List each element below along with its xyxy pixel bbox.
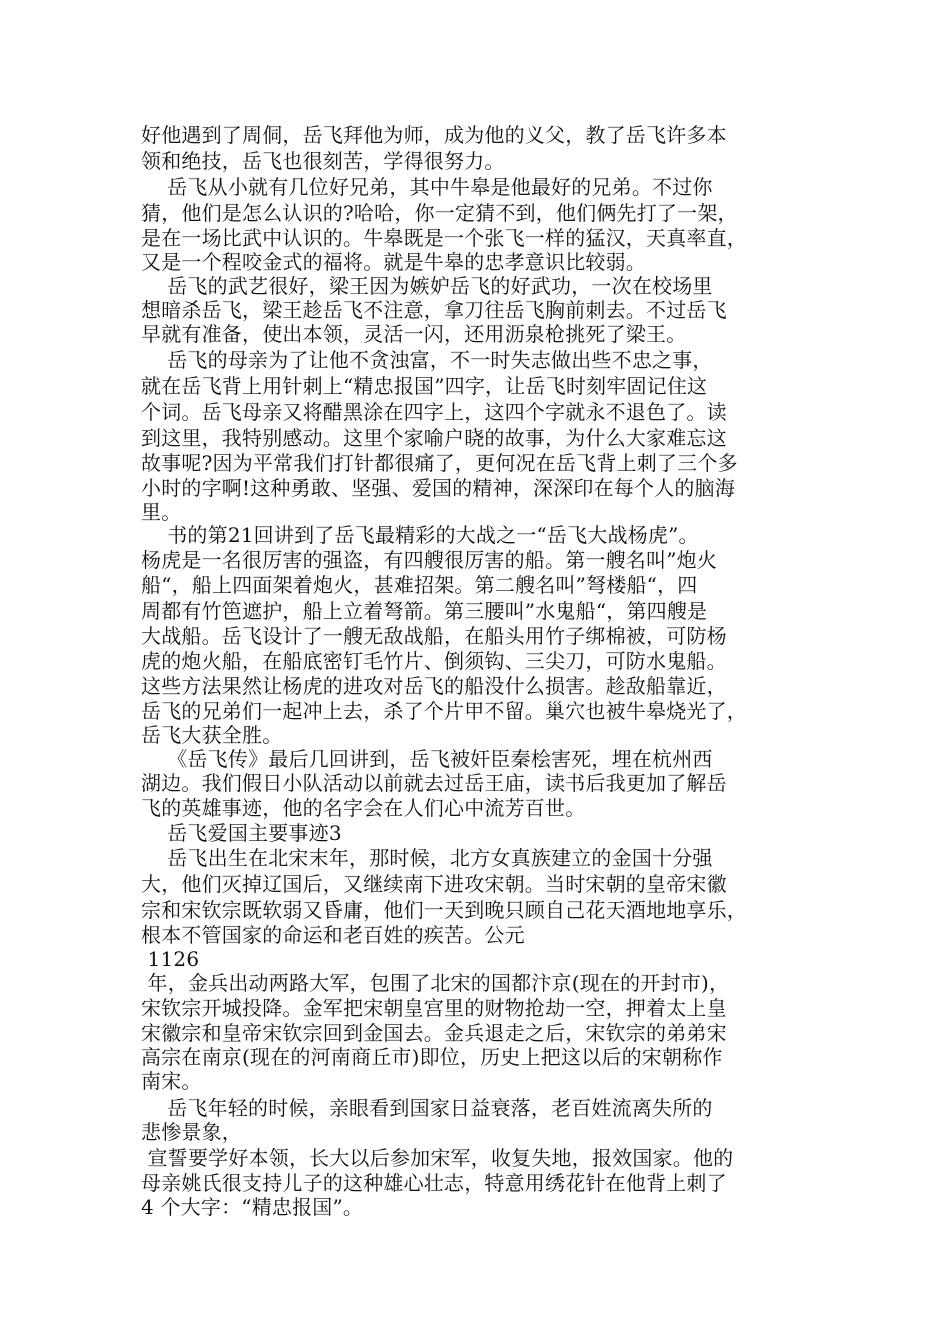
text-line: 岳飞从小就有几位好兄弟，其中牛皋是他最好的兄弟。不过你 bbox=[141, 175, 713, 199]
text-line: 里。 bbox=[141, 500, 182, 524]
text-line: 悲惨景象， bbox=[141, 1120, 242, 1144]
text-line: 领和绝技，岳飞也很刻苦，学得很努力。 bbox=[141, 149, 505, 173]
text-line: 4 个大字：“精忠报国”。 bbox=[141, 1195, 364, 1219]
text-line: 猜，他们是怎么认识的?哈哈，你一定猜不到，他们俩先打了一架， bbox=[141, 201, 738, 225]
text-line: 高宗在南京(现在的河南商丘市)即位，历史上把这以后的宋朝称作 bbox=[141, 1045, 723, 1069]
text-line: 湖边。我们假日小队活动以前就去过岳王庙，读书后我更加了解岳 bbox=[141, 771, 727, 795]
text-line: 1126 bbox=[141, 947, 200, 971]
text-line: 岳飞大获全胜。 bbox=[141, 723, 283, 747]
text-line: 岳飞的兄弟们一起冲上去，杀了个片甲不留。巢穴也被牛皋烧光了， bbox=[141, 699, 747, 723]
text-line: 故事呢?因为平常我们打针都很痛了，更何况在岳飞背上刺了三个多 bbox=[141, 451, 738, 475]
text-line: 《岳飞传》最后几回讲到，岳飞被奸臣秦桧害死，埋在杭州西 bbox=[141, 747, 713, 771]
text-line: 大战船。岳飞设计了一艘无敌战船，在船头用竹子绑棉被，可防杨 bbox=[141, 624, 727, 648]
text-line: 宣誓要学好本领，长大以后参加宋军，收复失地，报效国家。他的 bbox=[141, 1146, 734, 1170]
text-line: 宋徽宗和皇帝宋钦宗回到金国去。金兵退走之后，宋钦宗的弟弟宋 bbox=[141, 1021, 727, 1045]
text-line: 船“，船上四面架着炮火，甚难招架。第二艘名叫”弩楼船“，四 bbox=[141, 573, 698, 597]
text-line: 母亲姚氏很支持儿子的这种雄心壮志，特意用绣花针在他背上刺了 bbox=[141, 1171, 727, 1195]
text-line: 个词。岳飞母亲又将醋黑涂在四字上，这四个字就永不退色了。读 bbox=[141, 400, 727, 424]
text-line: 根本不管国家的命运和老百姓的疾苦。公元 bbox=[141, 923, 525, 947]
text-line: 岳飞年轻的时候，亲眼看到国家日益衰落，老百姓流离失所的 bbox=[141, 1096, 713, 1120]
text-line: 杨虎是一名很厉害的强盗，有四艘很厉害的船。第一艘名叫”炮火 bbox=[141, 548, 718, 572]
text-line: 好他遇到了周侗，岳飞拜他为师，成为他的义父，教了岳飞许多本 bbox=[141, 123, 727, 147]
text-line: 飞的英雄事迹，他的名字会在人们心中流芳百世。 bbox=[141, 796, 586, 820]
text-line: 是在一场比武中认识的。牛皋既是一个张飞一样的猛汉，天真率直， bbox=[141, 226, 747, 250]
text-line: 宋钦宗开城投降。金军把宋朝皇宫里的财物抢劫一空，押着太上皇 bbox=[141, 996, 727, 1020]
text-line: 岳飞的武艺很好，梁王因为嫉妒岳飞的好武功，一次在校场里 bbox=[141, 274, 713, 298]
text-line: 岳飞的母亲为了让他不贪浊富，不一时失志做出些不忠之事， bbox=[141, 348, 713, 372]
text-line: 又是一个程咬金式的福将。就是牛皋的忠孝意识比较弱。 bbox=[141, 250, 646, 274]
text-line: 岳飞出生在北宋末年，那时候，北方女真族建立的金国十分强 bbox=[141, 846, 713, 870]
text-line: 就在岳飞背上用针刺上“精忠报国”四字，让岳飞时刻牢固记住这 bbox=[141, 374, 708, 398]
section-heading: 岳飞爱国主要事迹3 bbox=[141, 821, 342, 845]
text-line: 书的第21回讲到了岳飞最精彩的大战之一“岳飞大战杨虎”。 bbox=[141, 523, 699, 547]
text-line: 年，金兵出动两路大军，包围了北宋的国都汴京(现在的开封市)， bbox=[141, 971, 730, 995]
text-line: 小时的字啊!这种勇敢、坚强、爱国的精神，深深印在每个人的脑海 bbox=[141, 476, 736, 500]
text-line: 想暗杀岳飞，梁王趁岳飞不注意，拿刀往岳飞胸前刺去。不过岳飞 bbox=[141, 298, 727, 322]
text-line: 这些方法果然让杨虎的进攻对岳飞的船没什么损害。趁敌船靠近， bbox=[141, 674, 727, 698]
text-line: 宗和宋钦宗既软弱又昏庸，他们一天到晚只顾自己花天酒地地享乐， bbox=[141, 898, 747, 922]
text-line: 虎的炮火船，在船底密钉毛竹片、倒须钩、三尖刀，可防水鬼船。 bbox=[141, 649, 727, 673]
text-line: 大，他们灭掉辽国后，又继续南下进攻宋朝。当时宋朝的皇帝宋徽 bbox=[141, 872, 727, 896]
text-line: 到这里，我特别感动。这里个家喻户晓的故事，为什么大家难忘这 bbox=[141, 426, 727, 450]
text-line: 南宋。 bbox=[141, 1069, 202, 1093]
text-line: 周都有竹笆遮护，船上立着弩箭。第三腰叫”水鬼船“，第四艘是 bbox=[141, 599, 708, 623]
text-line: 早就有准备，使出本领，灵活一闪，还用沥泉枪挑死了梁王。 bbox=[141, 322, 687, 346]
